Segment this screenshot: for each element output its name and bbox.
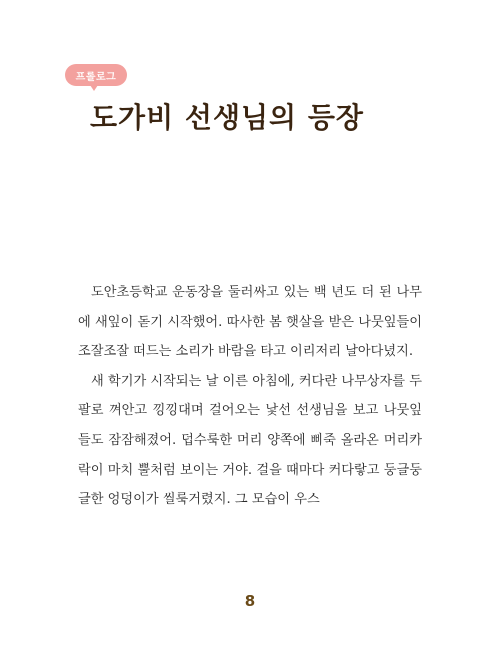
paragraph: 도안초등학교 운동장을 둘러싸고 있는 백 년도 더 된 나무에 새잎이 돋기 시작했어. 따사한 봄 햇살을 받은 나뭇잎들이 조잘조잘 떠드는 소리가 바람을 타고 이리저리 날아다녔지. xyxy=(78,285,422,360)
paragraph: 새 학기가 시작되는 날 이른 아침에, 커다란 나무상자를 두 팔로 껴안고 낑낑대며 걸어오는 낯선 선생님을 보고 나뭇잎들도 잠잠해졌어. 덥수룩한 머리 양쪽에 삐죽 올라온 머리카락이 마치 뿔처럼 보이는 거야. 걸을 때마다 커다랗고 둥글둥글한 엉덩이가 씰룩거렸지. 그 모습이 우스 xyxy=(78,373,422,508)
speech-bubble-tail xyxy=(88,82,100,91)
chapter-title: 도가비 선생님의 등장 xyxy=(90,101,364,134)
chapter-tag-label: 프롤로그 xyxy=(75,71,117,83)
body-text xyxy=(78,278,422,515)
page-number: 8 xyxy=(244,592,256,610)
